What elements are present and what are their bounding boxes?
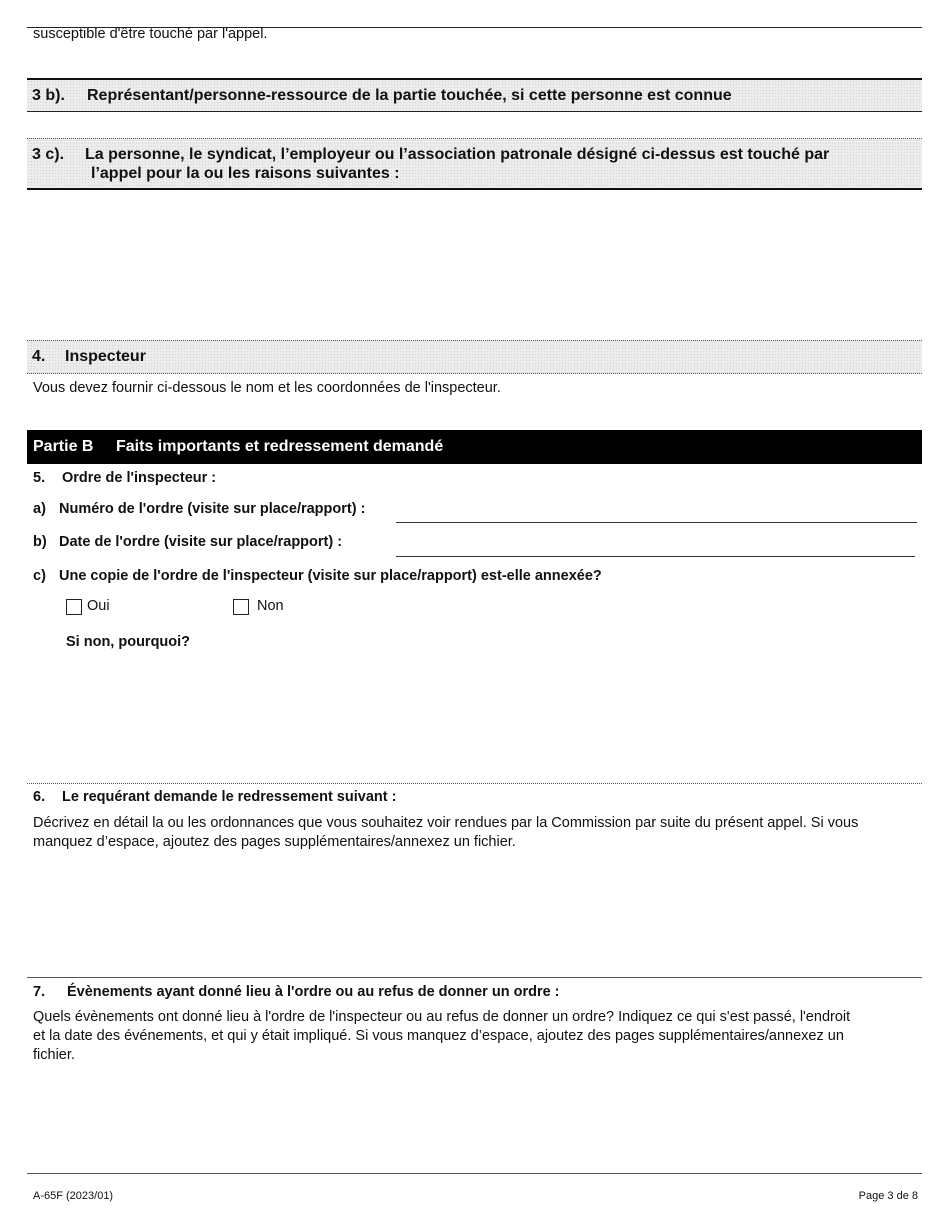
non-checkbox[interactable] <box>233 599 249 615</box>
section-5a-label: Numéro de l'ordre (visite sur place/rapport) : <box>59 501 366 517</box>
partie-b-header <box>27 430 922 464</box>
section-5b-label: Date de l'ordre (visite sur place/rapport) : <box>59 534 343 550</box>
section-6-title: Le requérant demande le redressement suivant : <box>62 789 397 805</box>
non-label: Non <box>257 598 284 614</box>
section-3b-title: Représentant/personne-ressource de la partie touchée, si cette personne est connue <box>87 87 732 104</box>
section-5b-letter: b) <box>33 534 47 550</box>
section-7-rule <box>27 977 922 978</box>
section-3b-header <box>27 78 922 112</box>
section-7-instruction-line1: Quels évènements ont donné lieu à l'ordre de l'inspecteur ou au refus de donner un ordre? Indiquez ce qui s'est passé, l'endroit <box>33 1009 851 1025</box>
section-6-instruction-line2: manquez d’espace, ajoutez des pages supplémentaires/annexez un fichier. <box>33 834 516 850</box>
section-7-answer-area[interactable] <box>27 1070 922 1170</box>
page-number: Page 3 de 8 <box>858 1190 918 1202</box>
section-6-answer-area[interactable] <box>27 858 922 973</box>
section-7-number: 7. <box>33 984 46 1000</box>
oui-checkbox[interactable] <box>66 599 82 615</box>
if-no-answer-area[interactable] <box>60 656 920 780</box>
section-4-number: 4. <box>32 348 46 365</box>
section-6-instruction-line1: Décrivez en détail la ou les ordonnances que vous souhaitez voir rendues par la Commission par suite du présent appel. Si vous <box>33 815 859 831</box>
order-number-field[interactable] <box>396 504 917 523</box>
order-date-field[interactable] <box>396 538 915 557</box>
section-5c-label: Une copie de l'ordre de l'inspecteur (visite sur place/rapport) est-elle annexée? <box>59 568 602 584</box>
section-5-number: 5. <box>33 470 46 486</box>
section-3c-title-line2: l’appel pour la ou les raisons suivantes : <box>91 165 400 182</box>
section-6-number: 6. <box>33 789 46 805</box>
footer-rule <box>27 1173 922 1174</box>
section-4-title: Inspecteur <box>65 348 146 365</box>
oui-label: Oui <box>87 598 110 614</box>
section-3c-title-line1: La personne, le syndicat, l’employeur ou l’association patronale désigné ci-dessus est touché par <box>85 146 830 163</box>
section-3c-answer-area[interactable] <box>27 192 922 338</box>
section-6-rule <box>27 783 922 784</box>
section-4-instruction: Vous devez fournir ci-dessous le nom et les coordonnées de l'inspecteur. <box>33 380 501 396</box>
continued-text: susceptible d'être touché par l'appel. <box>33 26 268 42</box>
section-3b-number: 3 b). <box>32 87 65 104</box>
section-7-instruction-line2: et la date des événements, et qui y était impliqué. Si vous manquez d’espace, ajoutez des pages supplémentaires/annexez un <box>33 1028 844 1044</box>
section-7-instruction-line3: fichier. <box>33 1047 75 1063</box>
section-3c-header <box>27 138 922 190</box>
section-7-title: Évènements ayant donné lieu à l'ordre ou au refus de donner un ordre : <box>67 984 560 1000</box>
section-3c-number: 3 c). <box>32 146 65 163</box>
form-id: A-65F (2023/01) <box>33 1190 114 1202</box>
section-5-title: Ordre de l'inspecteur : <box>62 470 217 486</box>
partie-b-label: Partie B <box>33 438 94 455</box>
section-5c-letter: c) <box>33 568 46 584</box>
section-4-header <box>27 340 922 374</box>
section-5a-letter: a) <box>33 501 46 517</box>
if-no-label: Si non, pourquoi? <box>66 634 191 650</box>
partie-b-title: Faits importants et redressement demandé <box>116 438 444 455</box>
